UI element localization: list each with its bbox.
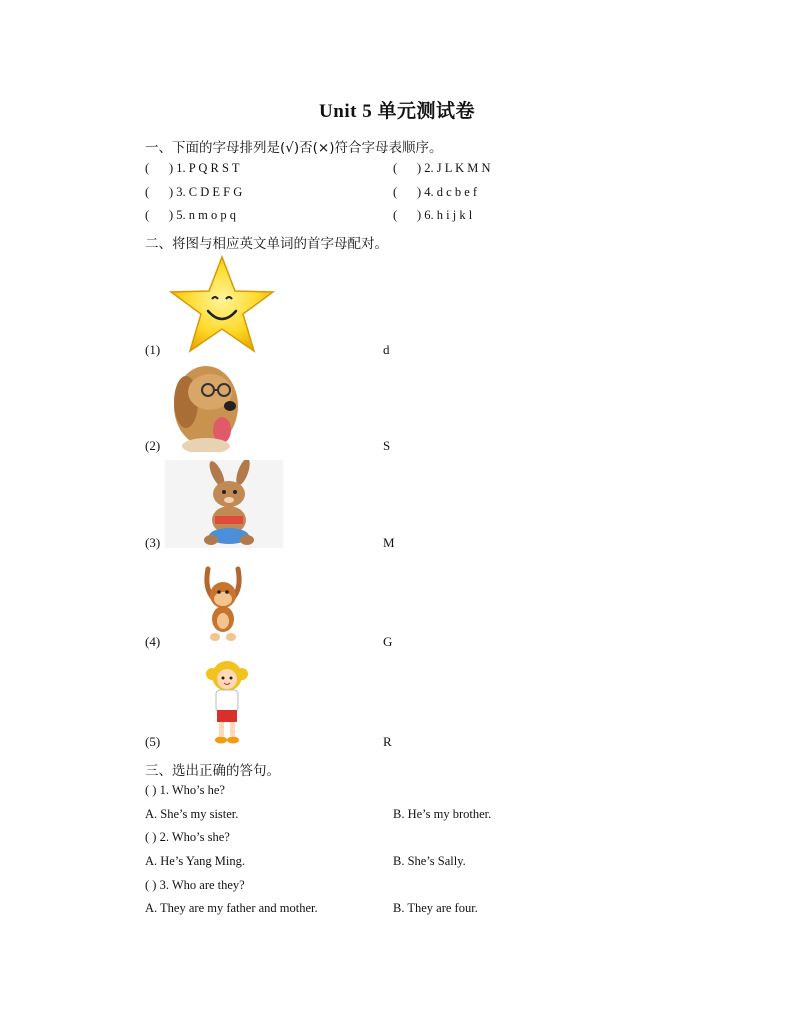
s2-num-3: (3) <box>145 535 161 550</box>
s2-letter-3: M <box>383 535 395 550</box>
rabbit-icon <box>165 460 283 548</box>
s3-option-a-3: A. They are my father and mother. <box>145 901 318 915</box>
dog-icon <box>170 362 240 452</box>
s2-num-4: (4) <box>145 634 161 649</box>
s1-item-2: ( ) 2. J L K M N <box>393 161 491 175</box>
s2-letter-1: d <box>383 342 390 357</box>
s3-question-3: ( ) 3. Who are they? <box>145 878 245 892</box>
s3-question-1: ( ) 1. Who’s he? <box>145 783 225 797</box>
girl-icon <box>202 658 252 746</box>
monkey-icon <box>200 565 246 643</box>
s3-option-b-2: B. She’s Sally. <box>393 854 466 868</box>
section2-heading: 二、将图与相应英文单词的首字母配对。 <box>145 236 388 252</box>
section1-heading: 一、下面的字母排列是(√)否(×)符合字母表顺序。 <box>145 140 443 156</box>
s1-item-6: ( ) 6. h i j k l <box>393 208 473 222</box>
s1-item-5: ( ) 5. n m o p q <box>145 208 237 222</box>
s2-num-1: (1) <box>145 342 161 357</box>
s3-option-b-1: B. He’s my brother. <box>393 807 492 821</box>
s3-option-a-1: A. She’s my sister. <box>145 807 239 821</box>
s3-option-a-2: A. He’s Yang Ming. <box>145 854 246 868</box>
s2-letter-5: R <box>383 734 392 749</box>
s1-item-4: ( ) 4. d c b e f <box>393 185 478 199</box>
s2-num-2: (2) <box>145 438 161 453</box>
s2-num-5: (5) <box>145 734 161 749</box>
s2-letter-2: S <box>383 438 391 453</box>
s3-question-2: ( ) 2. Who’s she? <box>145 830 230 844</box>
section3-heading: 三、选出正确的答句。 <box>145 763 280 779</box>
s1-item-3: ( ) 3. C D E F G <box>145 185 243 199</box>
star-icon <box>168 255 276 353</box>
s3-option-b-3: B. They are four. <box>393 901 478 915</box>
s2-letter-4: G <box>383 634 393 649</box>
page-title: Unit 5 单元测试卷 <box>319 101 475 122</box>
s1-item-1: ( ) 1. P Q R S T <box>145 161 240 175</box>
